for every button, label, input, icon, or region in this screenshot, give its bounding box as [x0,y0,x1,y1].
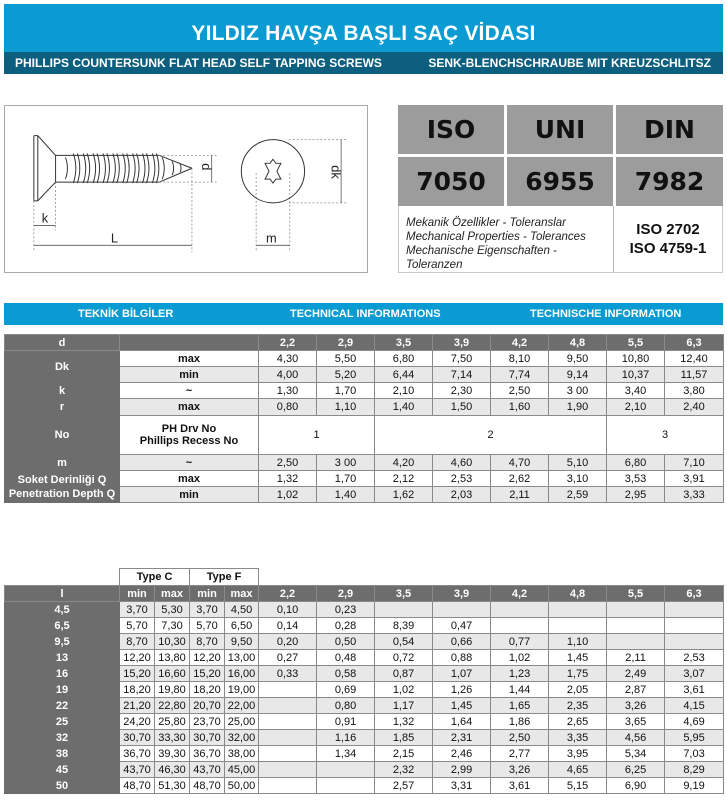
weight-value: 0,27 [259,650,317,666]
weight-value: 4,65 [549,762,607,778]
length-label: 13 [5,650,120,666]
weight-value: 1,10 [549,634,607,650]
weight-value: 1,65 [491,698,549,714]
description-german: Mechanische Eigenschaften - Toleranzen [406,245,557,271]
table-row [5,778,724,794]
weight-value: 1,17 [375,698,433,714]
weight-value: 1,64 [433,714,491,730]
mechanical-properties-description [399,206,614,272]
weight-value [665,634,724,650]
type-c-max: 46,30 [155,762,190,778]
weight-value: 0,23 [317,602,375,618]
weight-value: 2,05 [549,682,607,698]
dimension-label-dk: dk [328,165,344,179]
weight-value: 5,34 [607,746,665,762]
description-english: Mechanical Properties - Tolerances [406,231,586,243]
table-row: Dk max 4,30 5,50 6,80 7,50 8,10 9,50 10,80 12,40 [5,351,724,367]
recess-group: 3 [607,416,724,455]
table-header-row: l min max min max 2,2 2,9 3,5 3,9 4,2 4,8 5,5 6,3 [5,586,724,602]
type-f-max: 4,50 [225,602,259,618]
subtitle-bar [4,52,723,74]
weight-value: 3,26 [607,698,665,714]
size-header: 3,5 [375,586,433,602]
size-header: 3,9 [433,586,491,602]
countersunk-screw-drawing-icon [5,106,367,272]
type-c-min: 5,70 [120,618,155,634]
type-c-max: 16,60 [155,666,190,682]
weight-value: 1,45 [433,698,491,714]
table-row [5,416,724,455]
table-row [5,666,724,682]
weight-value [491,602,549,618]
weight-value [259,746,317,762]
type-c-min: 48,70 [120,778,155,794]
weight-value: 1,85 [375,730,433,746]
weight-value: 3,07 [665,666,724,682]
weight-value: 3,35 [549,730,607,746]
weight-value [317,778,375,794]
weight-value: 2,31 [433,730,491,746]
weight-value [549,602,607,618]
length-label: 50 [5,778,120,794]
weight-value [375,602,433,618]
type-f-min: 8,70 [190,634,225,650]
d-label: d [5,335,120,351]
length-label: 32 [5,730,120,746]
length-label: 45 [5,762,120,778]
weight-value [259,698,317,714]
description-turkish: Mekanik Özellikler - Toleranslar [406,217,566,229]
table-row [5,650,724,666]
size-header: 2,2 [259,335,317,351]
type-f-max: 45,00 [225,762,259,778]
dk-label: Dk [5,351,120,383]
length-label: 22 [5,698,120,714]
weight-value [259,778,317,794]
weight-value: 8,29 [665,762,724,778]
length-label: 6,5 [5,618,120,634]
weight-value: 0,72 [375,650,433,666]
type-c-min: 12,20 [120,650,155,666]
weight-value: 0,10 [259,602,317,618]
table-row: min 1,02 1,40 1,62 2,03 2,11 2,59 2,95 3,33 [5,487,724,503]
standard-iso-label: ISO [398,105,504,154]
standard-din-number: 7982 [616,157,723,206]
m-label: m [5,455,120,471]
iso-reference: ISO 4759-1 [629,240,707,257]
type-f-max: 50,00 [225,778,259,794]
page-title: YILDIZ HAVŞA BAŞLI SAÇ VİDASI [4,4,723,52]
weight-value: 0,20 [259,634,317,650]
weight-value: 4,69 [665,714,724,730]
weight-value [317,762,375,778]
type-f-max: 22,00 [225,698,259,714]
length-label: 4,5 [5,602,120,618]
type-f-min: 12,20 [190,650,225,666]
table-row [5,682,724,698]
type-f-max: 6,50 [225,618,259,634]
dimension-label-d: d [198,163,214,171]
section-title-german: TECHNISCHE INFORMATION [530,308,682,320]
weight-value: 6,90 [607,778,665,794]
type-c-max: 51,30 [155,778,190,794]
weight-value: 0,69 [317,682,375,698]
weight-value [491,618,549,634]
type-f-min: 36,70 [190,746,225,762]
size-header: 4,8 [549,335,607,351]
size-header: 4,8 [549,586,607,602]
weight-value: 1,02 [375,682,433,698]
l-label: l [5,586,120,602]
iso-references [614,206,722,272]
standard-uni-number: 6955 [507,157,613,206]
type-c-min: 3,70 [120,602,155,618]
type-f-min: 18,20 [190,682,225,698]
table-row [5,618,724,634]
type-c-max: 33,30 [155,730,190,746]
weight-value: 0,48 [317,650,375,666]
weight-value: 4,15 [665,698,724,714]
weight-value: 2,15 [375,746,433,762]
recess-number-label: No [5,416,120,455]
technical-specs-table [4,334,724,503]
table-row [5,714,724,730]
weight-value: 1,86 [491,714,549,730]
table-row: r max 0,80 1,10 1,40 1,50 1,60 1,90 2,10 2,40 [5,399,724,416]
weight-value [549,618,607,634]
type-f-min: 15,20 [190,666,225,682]
weight-value [259,762,317,778]
size-header: 2,9 [317,586,375,602]
weight-value: 3,61 [491,778,549,794]
r-label: r [5,399,120,416]
type-f-max: 19,00 [225,682,259,698]
type-f-min: 30,70 [190,730,225,746]
weight-value: 0,91 [317,714,375,730]
type-f-min: 5,70 [190,618,225,634]
standards-details [398,206,723,273]
weight-value [433,602,491,618]
weight-value [607,634,665,650]
table-row: Soket Derinliği Q Penetration Depth Q max 1,32 1,70 2,12 2,53 2,62 3,10 3,53 3,91 [5,471,724,487]
size-header: 2,9 [317,335,375,351]
type-f-max: 32,00 [225,730,259,746]
recess-group: 1 [259,416,375,455]
type-c-max: 7,30 [155,618,190,634]
size-header: 3,5 [375,335,433,351]
weight-value [259,714,317,730]
weight-value: 0,54 [375,634,433,650]
type-f-max: 13,00 [225,650,259,666]
weight-value: 2,46 [433,746,491,762]
weight-value: 3,61 [665,682,724,698]
penetration-depth-label: Soket Derinliği Q Penetration Depth Q [5,471,120,503]
type-c-min: 18,20 [120,682,155,698]
weight-value: 3,65 [607,714,665,730]
type-f-max: 16,00 [225,666,259,682]
size-header: 2,2 [259,586,317,602]
length-table [4,568,724,794]
table-row: k ~ 1,30 1,70 2,10 2,30 2,50 3 00 3,40 3,80 [5,383,724,399]
weight-value: 1,34 [317,746,375,762]
table-row [5,634,724,650]
type-c-min: 30,70 [120,730,155,746]
weight-value: 1,16 [317,730,375,746]
weight-value [259,682,317,698]
type-c-max: 10,30 [155,634,190,650]
weight-value: 0,80 [317,698,375,714]
weight-value: 0,47 [433,618,491,634]
weight-value: 1,32 [375,714,433,730]
weight-value: 1,26 [433,682,491,698]
weight-value: 2,35 [549,698,607,714]
weight-value: 1,45 [549,650,607,666]
section-title-turkish: TEKNİK BİLGİLER [78,308,174,320]
table-row: m ~ 2,50 3 00 4,20 4,60 4,70 5,10 6,80 7,10 [5,455,724,471]
weight-value: 0,50 [317,634,375,650]
type-header-row [5,569,724,586]
weight-value: 0,28 [317,618,375,634]
weight-value [607,602,665,618]
size-header: 4,2 [491,586,549,602]
weight-value: 3,26 [491,762,549,778]
weight-value: 2,11 [607,650,665,666]
type-c-min: 21,20 [120,698,155,714]
size-header: 5,5 [607,586,665,602]
dimension-label-m: m [266,230,277,246]
size-header: 4,2 [491,335,549,351]
length-label: 19 [5,682,120,698]
weight-value: 2,57 [375,778,433,794]
type-c-max: 22,80 [155,698,190,714]
table-row: min 4,00 5,20 6,44 7,14 7,74 9,14 10,37 11,57 [5,367,724,383]
type-f-min: 20,70 [190,698,225,714]
size-header: 5,5 [607,335,665,351]
standards-number-row [398,157,723,206]
weight-value: 9,19 [665,778,724,794]
type-c-min: 8,70 [120,634,155,650]
subtitle-english: PHILLIPS COUNTERSUNK FLAT HEAD SELF TAPPING SCREWS [15,56,382,70]
weight-value: 0,87 [375,666,433,682]
type-c-max: 39,30 [155,746,190,762]
length-label: 9,5 [5,634,120,650]
type-c-header: Type C [120,569,190,586]
table-header-row [5,335,724,351]
weight-value: 5,15 [549,778,607,794]
size-header: 6,3 [665,335,724,351]
type-f-max: 9,50 [225,634,259,650]
weight-value: 0,33 [259,666,317,682]
weight-value: 2,50 [491,730,549,746]
weight-value: 1,75 [549,666,607,682]
standards-header-row [398,105,723,154]
weight-value: 2,32 [375,762,433,778]
weight-value: 0,77 [491,634,549,650]
type-c-max: 25,80 [155,714,190,730]
type-f-min: 3,70 [190,602,225,618]
type-c-min: 24,20 [120,714,155,730]
weight-value: 6,25 [607,762,665,778]
iso-reference: ISO 2702 [636,221,700,238]
weight-value: 2,77 [491,746,549,762]
length-label: 38 [5,746,120,762]
weight-value: 1,44 [491,682,549,698]
type-f-min: 43,70 [190,762,225,778]
weight-value: 2,53 [665,650,724,666]
weight-value: 3,95 [549,746,607,762]
weight-value: 0,88 [433,650,491,666]
weight-value: 5,95 [665,730,724,746]
length-table-body [5,602,724,794]
type-c-max: 13,80 [155,650,190,666]
length-label: 16 [5,666,120,682]
subtitle-german: SENK-BLENCHSCHRAUBE MIT KREUZSCHLITSZ [428,56,711,70]
section-title-english: TECHNICAL INFORMATIONS [290,308,441,320]
size-header: 6,3 [665,586,724,602]
weight-value: 0,58 [317,666,375,682]
standard-din-label: DIN [616,105,723,154]
weight-value [665,618,724,634]
type-c-min: 36,70 [120,746,155,762]
weight-value: 1,02 [491,650,549,666]
dimension-label-L: L [110,230,119,246]
type-f-max: 38,00 [225,746,259,762]
screw-diagram [4,105,368,273]
weight-value [607,618,665,634]
type-c-min: 43,70 [120,762,155,778]
weight-value: 2,87 [607,682,665,698]
recess-group: 2 [375,416,607,455]
type-f-max: 25,00 [225,714,259,730]
type-c-min: 15,20 [120,666,155,682]
weight-value: 2,49 [607,666,665,682]
table-row [5,746,724,762]
weight-value: 7,03 [665,746,724,762]
weight-value: 8,39 [375,618,433,634]
standard-uni-label: UNI [507,105,613,154]
weight-value: 2,99 [433,762,491,778]
table-row [5,762,724,778]
weight-value: 2,65 [549,714,607,730]
type-f-min: 48,70 [190,778,225,794]
length-label: 25 [5,714,120,730]
table-row [5,730,724,746]
table-row [5,698,724,714]
recess-sublabel: PH Drv No Phillips Recess No [120,416,259,455]
weight-value: 1,07 [433,666,491,682]
standards-box [398,105,723,273]
weight-value: 4,56 [607,730,665,746]
type-c-max: 19,80 [155,682,190,698]
k-label: k [5,383,120,399]
weight-value: 3,31 [433,778,491,794]
weight-value: 0,66 [433,634,491,650]
technical-info-bar [4,303,723,325]
type-f-min: 23,70 [190,714,225,730]
weight-value: 0,14 [259,618,317,634]
type-c-max: 5,30 [155,602,190,618]
standard-iso-number: 7050 [398,157,504,206]
table-row [5,602,724,618]
size-header: 3,9 [433,335,491,351]
dimension-label-k: k [41,210,49,226]
weight-value [665,602,724,618]
type-f-header: Type F [190,569,259,586]
weight-value: 1,23 [491,666,549,682]
weight-value [259,730,317,746]
